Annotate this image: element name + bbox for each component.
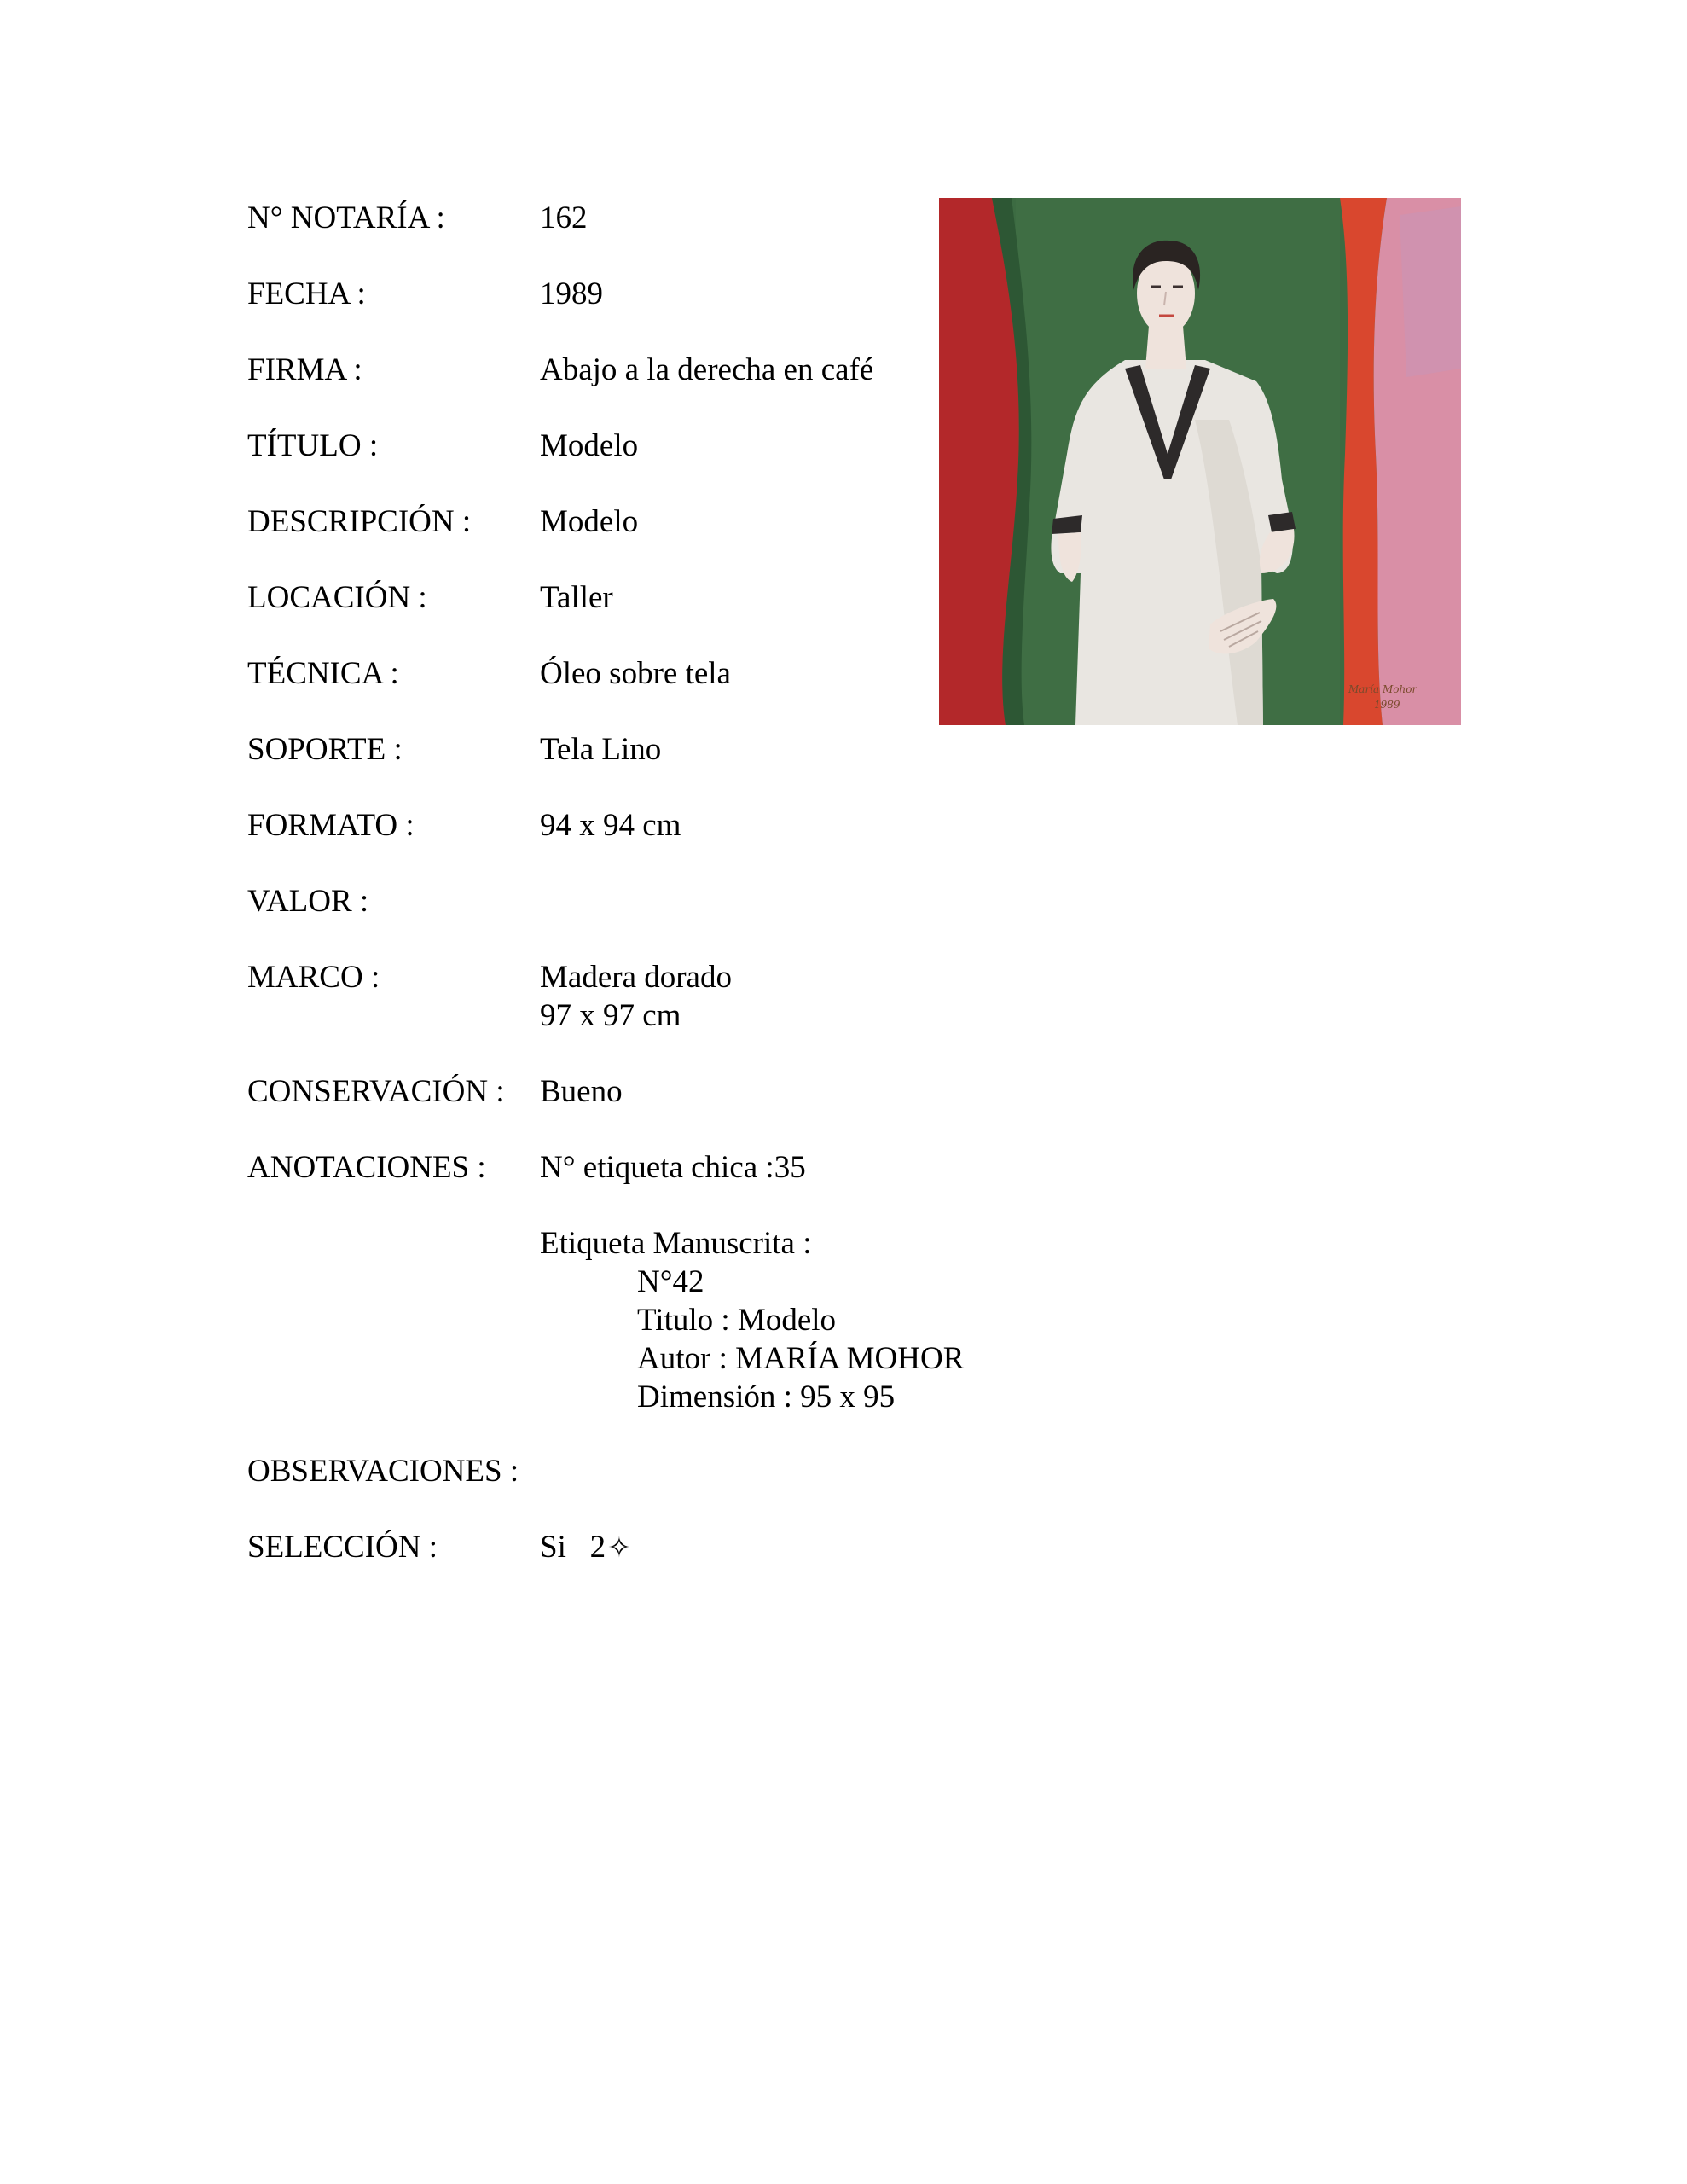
marco-label: MARCO : bbox=[247, 960, 380, 995]
titulo-label: TÍTULO : bbox=[247, 428, 379, 463]
descripcion-label: DESCRIPCIÓN : bbox=[247, 504, 472, 539]
conservacion-label: CONSERVACIÓN : bbox=[247, 1074, 505, 1109]
formato-label: FORMATO : bbox=[247, 808, 415, 843]
marco-material: Madera dorado bbox=[540, 960, 732, 995]
formato-value: 94 x 94 cm bbox=[540, 808, 681, 843]
locacion-value: Taller bbox=[540, 580, 613, 615]
notaria-label: N° NOTARÍA : bbox=[247, 200, 445, 235]
seleccion-value bbox=[540, 1528, 631, 1568]
painting-signature-year: 1989 bbox=[1374, 699, 1400, 711]
anotaciones-etiqueta-chica: N° etiqueta chica :35 bbox=[540, 1150, 806, 1185]
observaciones-label: OBSERVACIONES : bbox=[247, 1454, 519, 1489]
soporte-value: Tela Lino bbox=[540, 732, 662, 767]
fecha-value: 1989 bbox=[540, 276, 603, 311]
firma-value: Abajo a la derecha en café bbox=[540, 352, 874, 387]
anotaciones-value bbox=[540, 1148, 964, 1416]
seleccion-label: SELECCIÓN : bbox=[247, 1530, 438, 1565]
painting-signature: María Mohor bbox=[1348, 683, 1417, 695]
etiqueta-line: Autor : MARÍA MOHOR bbox=[637, 1341, 965, 1376]
notaria-value: 162 bbox=[540, 200, 588, 235]
marco-size: 97 x 97 cm bbox=[540, 998, 681, 1033]
etiqueta-manuscrita-title: Etiqueta Manuscrita : bbox=[540, 1226, 812, 1261]
seleccion-text: Si 2 bbox=[540, 1530, 606, 1565]
soporte-label: SOPORTE : bbox=[247, 732, 403, 767]
etiqueta-line: N°42 bbox=[637, 1264, 704, 1299]
painting-svg bbox=[939, 198, 1461, 725]
painting-pink-texture bbox=[1400, 206, 1461, 377]
anotaciones-label: ANOTACIONES : bbox=[247, 1150, 486, 1185]
painting-image bbox=[939, 198, 1461, 725]
firma-label: FIRMA : bbox=[247, 352, 362, 387]
titulo-value: Modelo bbox=[540, 428, 639, 463]
descripcion-value: Modelo bbox=[540, 504, 639, 539]
tecnica-value: Óleo sobre tela bbox=[540, 656, 731, 691]
marco-value bbox=[540, 958, 732, 1035]
conservacion-value: Bueno bbox=[540, 1074, 623, 1109]
locacion-label: LOCACIÓN : bbox=[247, 580, 427, 615]
star-icon: ✧ bbox=[607, 1533, 631, 1564]
tecnica-label: TÉCNICA : bbox=[247, 656, 399, 691]
etiqueta-line: Dimensión : 95 x 95 bbox=[637, 1380, 896, 1414]
valor-label: VALOR : bbox=[247, 884, 369, 919]
etiqueta-line: Titulo : Modelo bbox=[637, 1303, 837, 1338]
fecha-label: FECHA : bbox=[247, 276, 366, 311]
